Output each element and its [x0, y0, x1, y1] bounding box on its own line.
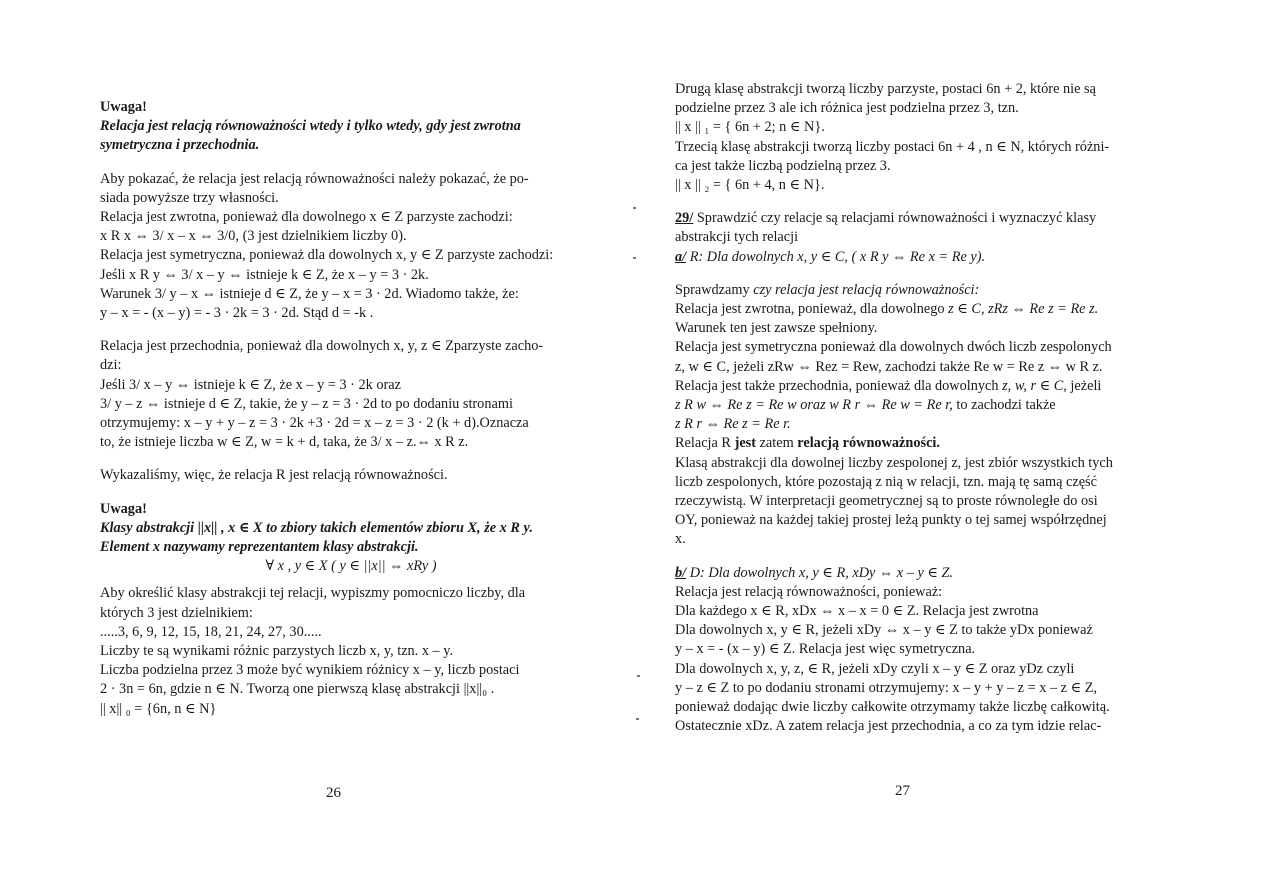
text-line: Jeśli 3/ x – y ⇔ istnieje k ∈ Z, że x – y = 3 · 2k oraz: [100, 376, 401, 393]
text-line: siada powyższe trzy własności.: [100, 189, 279, 206]
text-line: otrzymujemy: x – y + y – z = 3 · 2k +3 · 2d = x – z = 3 · 2 (k + d).Oznacza: [100, 415, 529, 432]
subexercise-label: b/: [675, 564, 687, 581]
text-line: Relacja jest relacją równoważności, ponieważ:: [675, 583, 943, 600]
text-line: Relacja R jest zatem relacją równoważności.: [675, 435, 940, 452]
text-line: symetryczna i przechodnia.: [100, 137, 260, 154]
scan-mark: [637, 675, 640, 677]
formula-line: ∀ x , y ∈ X ( y ∈ ||x|| ⇔ xRy ): [265, 558, 437, 575]
text-line: x.: [675, 531, 686, 548]
subexercise-line: b/ D: Dla dowolnych x, y ∈ R, xDy ⇔ x – y ∈ Z.: [675, 564, 954, 581]
text-line: rzeczywistą. W interpretacji geometrycznej są to proste równoległe do osi: [675, 493, 1098, 510]
note-heading: Uwaga!: [100, 500, 147, 517]
text-line: Aby określić klasy abstrakcji tej relacji, wypiszmy pomocniczo liczby, dla: [100, 585, 526, 602]
text-line: ca jest także liczbą podzielną przez 3.: [675, 157, 891, 174]
text-line: Sprawdzamy czy relacja jest relacją równoważności:: [675, 281, 980, 298]
text-line: których 3 jest dzielnikiem:: [100, 604, 253, 621]
text-line: z, w ∈ C, jeżeli zRw ⇔ Rez = Rew, zachodzi także Re w = Re z ⇔ w R z.: [675, 358, 1103, 375]
text-line: Dla dowolnych x, y ∈ R, jeżeli xDy ⇔ x – y ∈ Z to także yDx ponieważ: [675, 622, 1093, 639]
text-line: 2 · 3n = 6n, gdzie n ∈ N. Tworzą one pierwszą klasę abstrakcji ||x||₀ .: [100, 681, 495, 698]
exercise-number: 29/: [675, 210, 694, 227]
text-line: podzielne przez 3 ale ich różnica jest podzielna przez 3, tzn.: [675, 100, 1019, 117]
subexercise-line: a/ R: Dla dowolnych x, y ∈ C, ( x R y ⇔ Re x = Re y).: [675, 248, 986, 265]
text-line: .....3, 6, 9, 12, 15, 18, 21, 24, 27, 30.....: [100, 623, 322, 640]
text-line: Element x nazywamy reprezentantem klasy abstrakcji.: [100, 539, 419, 556]
subexercise-label: a/: [675, 248, 687, 265]
right-page: [675, 80, 1180, 737]
text-line: || x || ₂ = { 6n + 4, n ∈ N}.: [675, 177, 825, 194]
text-line: Liczba podzielna przez 3 może być wynikiem różnicy x – y, liczb postaci: [100, 662, 520, 679]
text-line: Jeśli x R y ⇔ 3/ x – y ⇔ istnieje k ∈ Z, że x – y = 3 · 2k.: [100, 266, 429, 283]
text-line: Relacja jest symetryczna ponieważ dla dowolnych dwóch liczb zespolonych: [675, 339, 1112, 356]
text-line: || x|| ₀ = {6n, n ∈ N}: [100, 700, 217, 717]
text-line: Relacja jest także przechodnia, ponieważ dla dowolnych z, w, r ∈ C, jeżeli: [675, 377, 1102, 394]
text-line: ponieważ dodając dwie liczby całkowite otrzymamy także liczbę całkowitą.: [675, 699, 1110, 716]
text-line: Ostatecznie xDz. A zatem relacja jest przechodnia, a co za tym idzie relac-: [675, 718, 1102, 735]
text-line: 3/ y – z ⇔ istnieje d ∈ Z, takie, że y – z = 3 · 2d to po dodaniu stronami: [100, 395, 513, 412]
text-line: z R r ⇔ Re z = Re r.: [675, 416, 791, 433]
text-line: Relacja jest symetryczna, ponieważ dla dowolnych x, y ∈ Z parzyste zachodzi:: [100, 247, 554, 264]
text-line: Warunek ten jest zawsze spełniony.: [675, 320, 878, 337]
text-line: Drugą klasę abstrakcji tworzą liczby parzyste, postaci 6n + 2, które nie są: [675, 81, 1096, 97]
text-line: Warunek 3/ y – x ⇔ istnieje d ∈ Z, że y – x = 3 · 2d. Wiadomo także, że:: [100, 285, 519, 302]
text-line: y – z ∈ Z to po dodaniu stronami otrzymujemy: x – y + y – z = x – z ∈ Z,: [675, 679, 1098, 696]
text-line: Aby pokazać, że relacja jest relacją równoważności należy pokazać, że po-: [100, 170, 529, 187]
text-line: Relacja jest zwrotna, ponieważ, dla dowolnego z ∈ C, zRz ⇔ Re z = Re z.: [675, 301, 1099, 318]
text-line: y – x = - (x – y) = - 3 · 2k = 3 · 2d. Stąd d = -k .: [100, 305, 374, 322]
text-line: Wykazaliśmy, więc, że relacja R jest relacją równoważności.: [100, 467, 448, 484]
text-line: Relacja jest zwrotna, ponieważ dla dowolnego x ∈ Z parzyste zachodzi:: [100, 209, 513, 226]
scan-mark: [633, 257, 636, 259]
text-line: Dla każdego x ∈ R, xDx ⇔ x – x = 0 ∈ Z. Relacja jest zwrotna: [675, 603, 1039, 620]
text-line: || x || ₁ = { 6n + 2; n ∈ N}.: [675, 119, 825, 136]
scan-mark: [636, 718, 639, 720]
exercise-line: 29/ Sprawdzić czy relacje są relacjami równoważności i wyznaczyć klasy: [675, 210, 1097, 227]
text-line: x R x ⇔ 3/ x – x ⇔ 3/0, (3 jest dzielnikiem liczby 0).: [100, 228, 407, 245]
text-line: OY, ponieważ na każdej takiej prostej leżą punkty o tej samej współrzędnej: [675, 512, 1107, 529]
text-line: dzi:: [100, 357, 122, 374]
text-line: Relacja jest przechodnia, ponieważ dla dowolnych x, y, z ∈ Zparzyste zacho-: [100, 338, 544, 355]
text-line: Relacja jest relacją równoważności wtedy i tylko wtedy, gdy jest zwrotna: [100, 118, 521, 135]
text-line: Liczby te są wynikami różnic parzystych liczb x, y, tzn. x – y.: [100, 643, 454, 660]
page-number-right: 27: [895, 783, 910, 799]
text-line: Klasą abstrakcji dla dowolnej liczby zespolonej z, jest zbiór wszystkich tych: [675, 454, 1113, 471]
text-line: liczb zespolonych, które pozostają z nią w relacji, tzn. mają tę samą część: [675, 473, 1097, 490]
text-line: Klasy abstrakcji ||x|| , x ∈ X to zbiory takich elementów zbioru X, że x R y.: [100, 519, 533, 536]
left-page: [100, 98, 602, 719]
text-line: z R w ⇔ Re z = Re w oraz w R r ⇔ Re w = Re r, to zachodzi także: [675, 397, 1056, 414]
page-number-left: 26: [326, 785, 341, 801]
text-line: to, że istnieje liczba w ∈ Z, w = k + d, taka, że 3/ x – z.⇔ x R z.: [100, 434, 469, 451]
scan-mark: [633, 207, 636, 209]
note-heading: Uwaga!: [100, 99, 147, 115]
text-line: abstrakcji tych relacji: [675, 229, 799, 246]
text-line: y – x = - (x – y) ∈ Z. Relacja jest więc symetryczna.: [675, 641, 976, 658]
text-line: Trzecią klasę abstrakcji tworzą liczby postaci 6n + 4 , n ∈ N, których różni-: [675, 138, 1110, 155]
text-line: Dla dowolnych x, y, z, ∈ R, jeżeli xDy czyli x – y ∈ Z oraz yDz czyli: [675, 660, 1075, 677]
